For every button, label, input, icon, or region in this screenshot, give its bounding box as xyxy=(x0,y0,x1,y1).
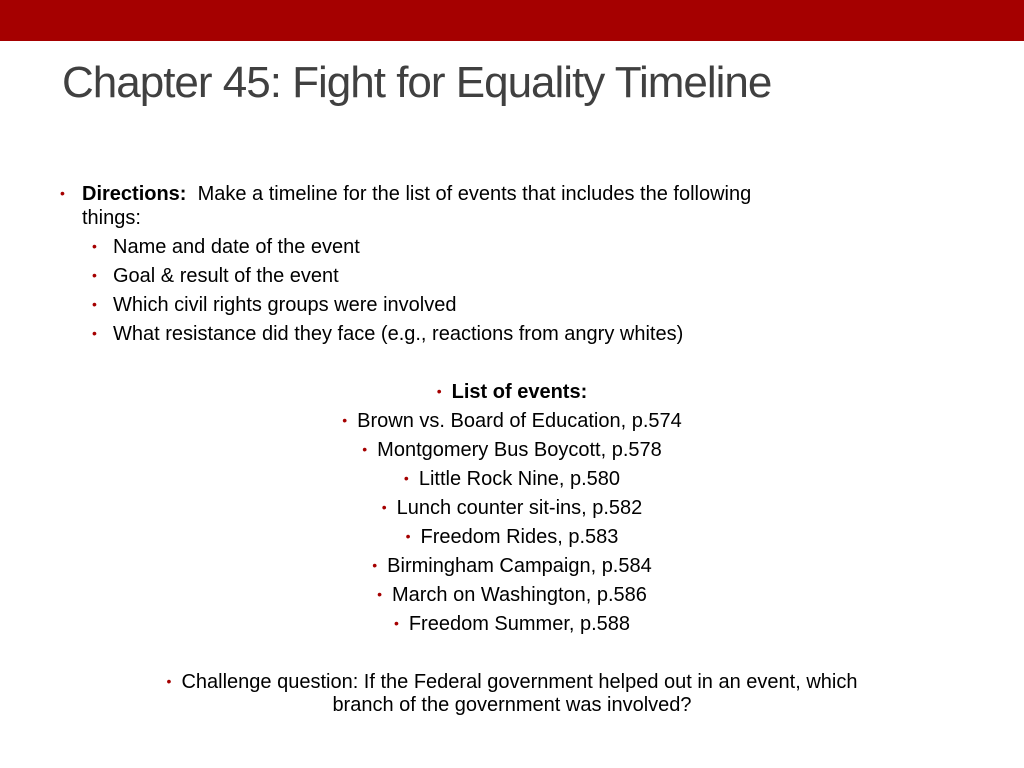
bullet-icon: • xyxy=(60,185,65,201)
event-item xyxy=(0,467,1024,492)
event-item xyxy=(0,554,1024,579)
event-item xyxy=(0,496,1024,521)
bullet-icon: • xyxy=(362,441,368,457)
event-label: Brown vs. Board of Education, p.574 xyxy=(357,410,682,432)
bullet-icon: • xyxy=(377,586,382,602)
event-label: Lunch counter sit-ins, p.582 xyxy=(396,497,643,519)
event-label: Little Rock Nine, p.580 xyxy=(418,468,621,490)
bullet-icon: • xyxy=(166,673,172,689)
direction-sub-item: Name and date of the event xyxy=(113,236,360,258)
bullet-icon: • xyxy=(92,296,97,312)
bullet-icon: • xyxy=(403,470,409,486)
bullet-icon: • xyxy=(92,325,97,341)
event-label: Montgomery Bus Boycott, p.578 xyxy=(377,439,662,461)
event-item xyxy=(0,583,1024,608)
directions-line xyxy=(82,182,751,206)
bullet-icon: • xyxy=(436,383,442,399)
bullet-icon: • xyxy=(342,412,348,428)
bullet-icon: • xyxy=(405,528,411,544)
directions-text-continued: things: xyxy=(82,207,141,229)
event-label: Birmingham Campaign, p.584 xyxy=(387,555,652,577)
challenge-question-continued: branch of the government was involved? xyxy=(332,694,692,716)
event-label: Freedom Summer, p.588 xyxy=(408,613,631,635)
events-heading-label: List of events: xyxy=(451,381,588,403)
directions-text: Make a timeline for the list of events that includes the following xyxy=(197,183,752,205)
event-item xyxy=(0,409,1024,434)
bullet-icon: • xyxy=(92,238,97,254)
bullet-icon: • xyxy=(381,499,387,515)
bullet-icon: • xyxy=(92,267,97,283)
slide-title: Chapter 45: Fight for Equality Timeline xyxy=(62,58,772,107)
event-item xyxy=(0,525,1024,550)
direction-sub-item: Which civil rights groups were involved xyxy=(113,294,457,316)
directions-label: Directions: xyxy=(82,183,187,205)
event-label: Freedom Rides, p.583 xyxy=(420,526,619,548)
events-heading xyxy=(0,380,1024,405)
challenge-line-1: Challenge question: If the Federal government helped out in an event, which xyxy=(181,671,858,693)
direction-sub-item: What resistance did they face (e.g., reactions from angry whites) xyxy=(113,323,684,345)
bullet-icon: • xyxy=(393,615,399,631)
bullet-icon: • xyxy=(372,557,378,573)
challenge-question xyxy=(0,670,1024,695)
event-item xyxy=(0,612,1024,637)
event-item xyxy=(0,438,1024,463)
event-label: March on Washington, p.586 xyxy=(391,584,647,606)
direction-sub-item: Goal & result of the event xyxy=(113,265,339,287)
